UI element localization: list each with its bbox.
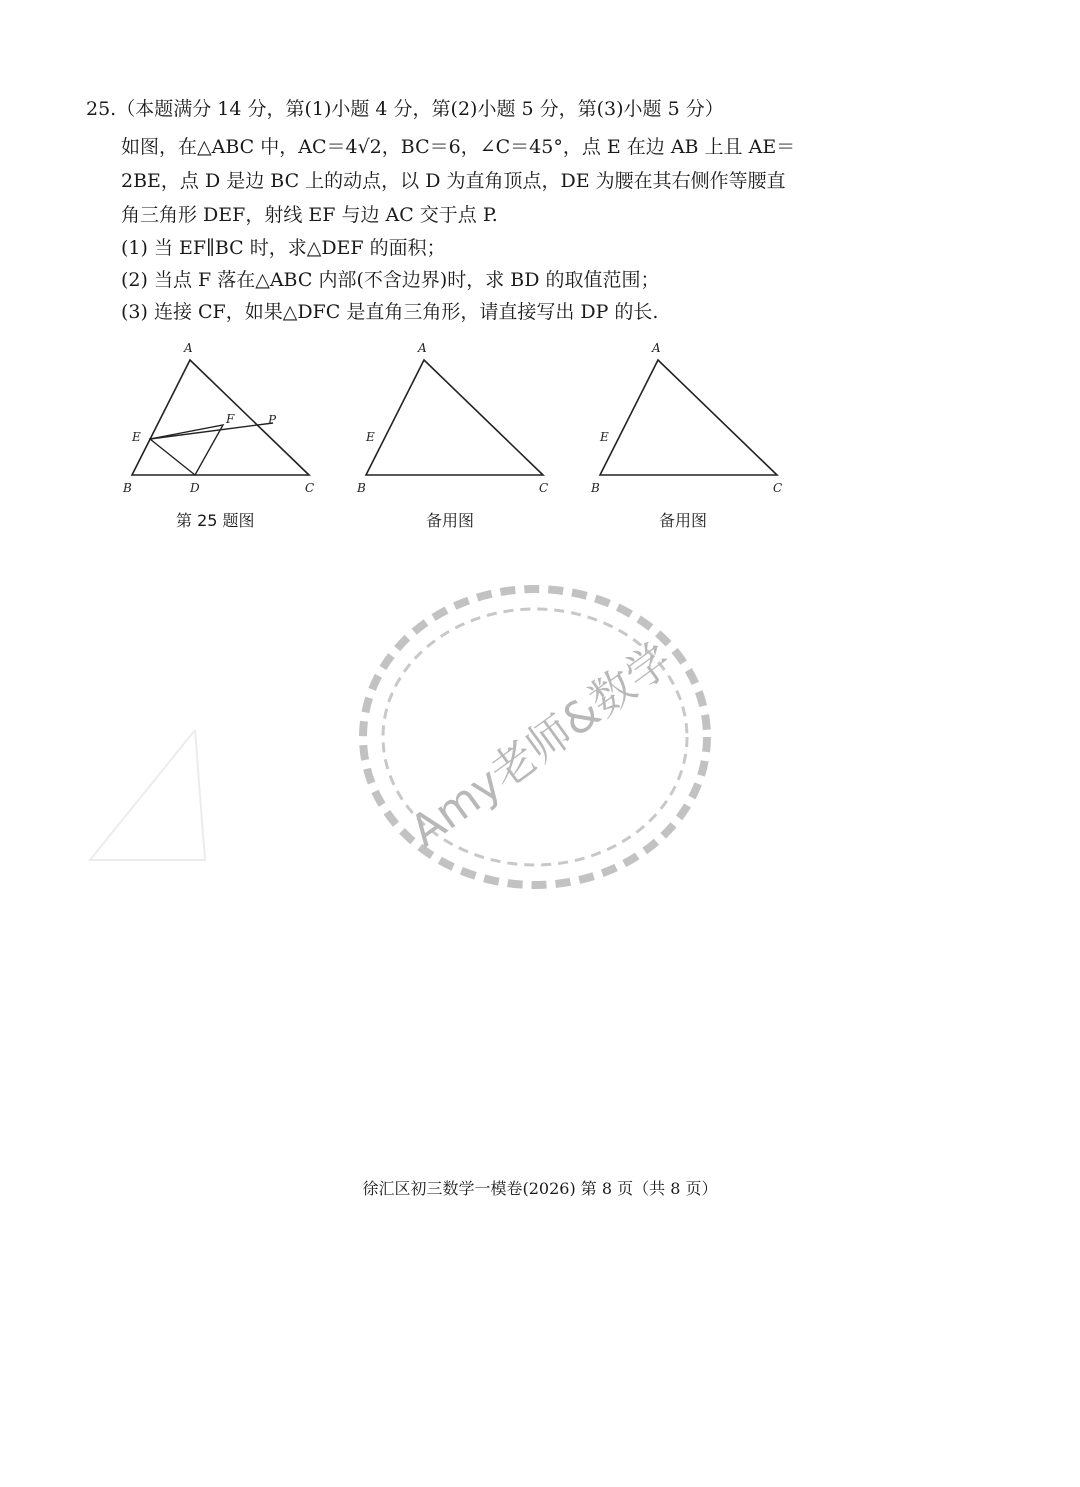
label-b: B [357, 481, 366, 495]
label-a: A [652, 341, 661, 355]
question-header: 25.（本题满分 14 分，第(1)小题 4 分，第(2)小题 5 分，第(3)小题 5 分） [86, 98, 724, 120]
triangle-abc [132, 360, 309, 475]
label-e: E [366, 430, 375, 444]
figure-spare-2-caption: 备用图 [659, 511, 708, 530]
figure-main-caption: 第 25 题图 [176, 511, 255, 530]
ray-ep [150, 423, 273, 439]
label-b: B [591, 481, 600, 495]
sub-question-3: (3) 连接 CF，如果△DFC 是直角三角形，请直接写出 DP 的长. [121, 301, 659, 323]
label-f: F [226, 412, 235, 426]
label-b: B [123, 481, 132, 495]
bleed-through-figure [85, 725, 245, 885]
label-c: C [539, 481, 549, 495]
label-a: A [184, 341, 193, 355]
figure-spare-1-caption: 备用图 [426, 511, 475, 530]
triangle-abc [366, 360, 543, 475]
label-c: C [305, 481, 315, 495]
label-e: E [132, 430, 141, 444]
label-d: D [190, 481, 200, 495]
label-c: C [773, 481, 783, 495]
sub-question-2: (2) 当点 F 落在△ABC 内部(不含边界)时，求 BD 的取值范围； [121, 269, 660, 291]
triangle-def [150, 425, 223, 475]
sub-question-1: (1) 当 EF∥BC 时，求△DEF 的面积； [121, 237, 446, 259]
label-a: A [418, 341, 427, 355]
question-stem-line-2: 2BE，点 D 是边 BC 上的动点，以 D 为直角顶点，DE 为腰在其右侧作等腰直 [121, 170, 786, 192]
question-stem-line-3: 角三角形 DEF，射线 EF 与边 AC 交于点 P. [121, 204, 498, 226]
figure-spare-2 [586, 336, 796, 501]
figure-main [118, 336, 328, 501]
page-footer: 徐汇区初三数学一模卷(2026) 第 8 页（共 8 页） [362, 1179, 718, 1198]
figure-spare-1 [352, 336, 562, 501]
watermark-stamp [345, 572, 725, 916]
watermark-text: Amy老师&数学 [401, 633, 682, 858]
question-stem-line-1: 如图，在△ABC 中，AC＝4√2，BC＝6，∠C＝45°，点 E 在边 AB 上且 AE＝ [121, 136, 796, 158]
triangle-abc [600, 360, 777, 475]
label-p: P [268, 413, 277, 427]
label-e: E [600, 430, 609, 444]
